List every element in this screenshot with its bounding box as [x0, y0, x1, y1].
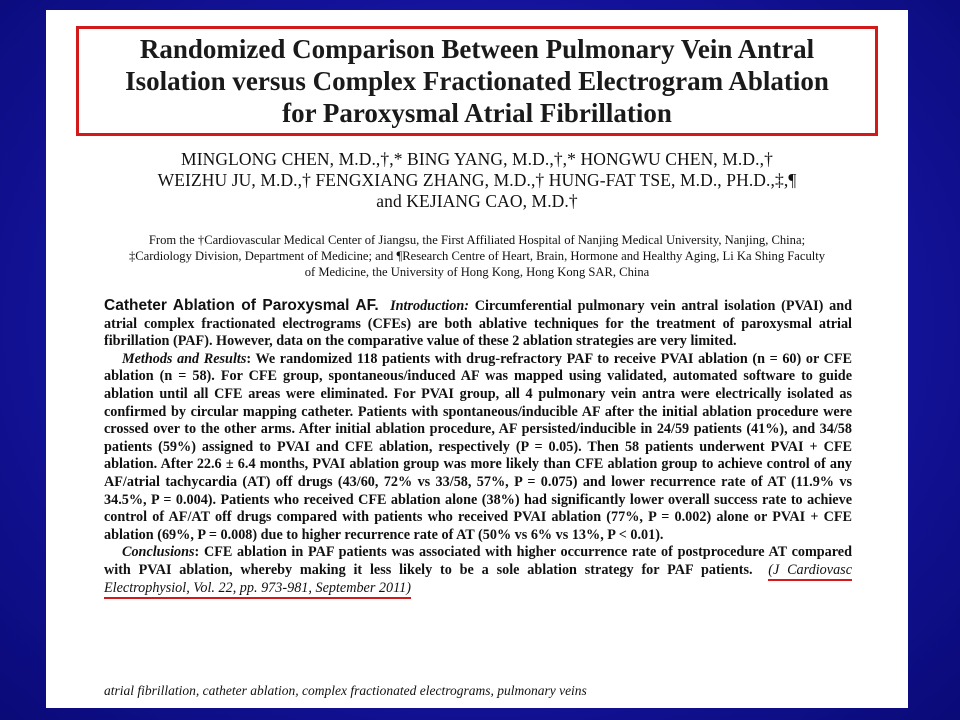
abstract-heading: Catheter Ablation of Paroxysmal AF. [104, 297, 379, 314]
paper-title: Randomized Comparison Between Pulmonary Vein Antral Isolation versus Complex Fractionated Electrogram Ablation for Paroxysmal Atrial Fibrillation [125, 34, 829, 128]
conclusions-label: Conclusions [122, 544, 195, 561]
intro-text: Circumferential pulmonary vein antral isolation (PVAI) and atrial complex fractionated electrograms (CFEs) are both ablative techniques for the treatment of paroxysmal atrial fibrillation (PAF). However, data on the comparative value of these 2 ablation strategies are very limited. [104, 298, 853, 350]
abstract-methods [104, 351, 852, 545]
conclusions-text: : CFE ablation in PAF patients was associated with higher occurrence rate of postprocedure AT compared with PVAI ablation, whereby making it less likely to be a sole ablation strategy for PAF patients. [104, 544, 852, 578]
author-list: MINGLONG CHEN, M.D.,†,* BING YANG, M.D.,†,* HONGWU CHEN, M.D.,† WEIZHU JU, M.D.,† FENGXIANG ZHANG, M.D.,† HUNG-FAT TSE, M.D., PH.D.,‡,¶ and KEJIANG CAO, M.D.† [157, 149, 797, 211]
abstract [104, 297, 852, 597]
journal-citation: (J Cardiovasc Electrophysiol, Vol. 22, pp. 973-981, September 2011) [104, 562, 852, 599]
paper-page [46, 10, 908, 708]
methods-text: : We randomized 118 patients with drug-refractory PAF to receive PVAI ablation (n = 60) or CFE ablation (n = 58). For CFE group, spontaneous/induced AF was mapped using validated, automated software to guide ablation until all CFE areas were eliminated. For PVAI group, all 4 pulmonary vein antra were electrically isolated as confirmed by circular mapping catheter. Patients with spontaneous/inducible AF after the initial ablation procedure were crossed over to the other arms. After initial ablation procedure, AF persisted/inducible in 24/59 patients (41%), and 34/58 patients (59%) assigned to PVAI and CFE ablation, respectively (P = 0.05). Then 58 patients underwent PVAI + CFE ablation. After 22.6 ± 6.4 months, PVAI ablation group was more likely than CFE ablation group to achieve control of any AF/atrial tachycardia (AT) off drugs (43/60, 72% vs 33/58, 57%, P = 0.075) and lower recurrence rate of AT (11.9% vs 34.5%, P = 0.004). Patients who received CFE ablation alone (38%) had significantly lower overall success rate to achieve control of AF/AT off drugs compared with patients who received PVAI ablation (77%, P = 0.002) alone or PVAI + CFE ablation (69%, P = 0.008) due to higher recurrence rate of AT (50% vs 6% vs 13%, P < 0.01). [104, 350, 852, 543]
keywords: atrial fibrillation, catheter ablation, complex fractionated electrograms, pulmonary veins [104, 683, 587, 698]
methods-label: Methods and Results [122, 350, 247, 367]
intro-label: Introduction: [390, 298, 469, 314]
affiliations: From the †Cardiovascular Medical Center of Jiangsu, the First Affiliated Hospital of Nanjing Medical University, Nanjing, China; ‡Cardiology Division, Department of Medicine; and ¶Research Centre of Heart, Brain, Hormone and Healthy Aging, Li Ka Shing Faculty of Medicine, the University of Hong Kong, Hong Kong SAR, China [128, 233, 826, 279]
abstract-conclusions [104, 544, 852, 597]
title-highlight-box [76, 26, 878, 136]
abstract-intro [104, 297, 852, 351]
